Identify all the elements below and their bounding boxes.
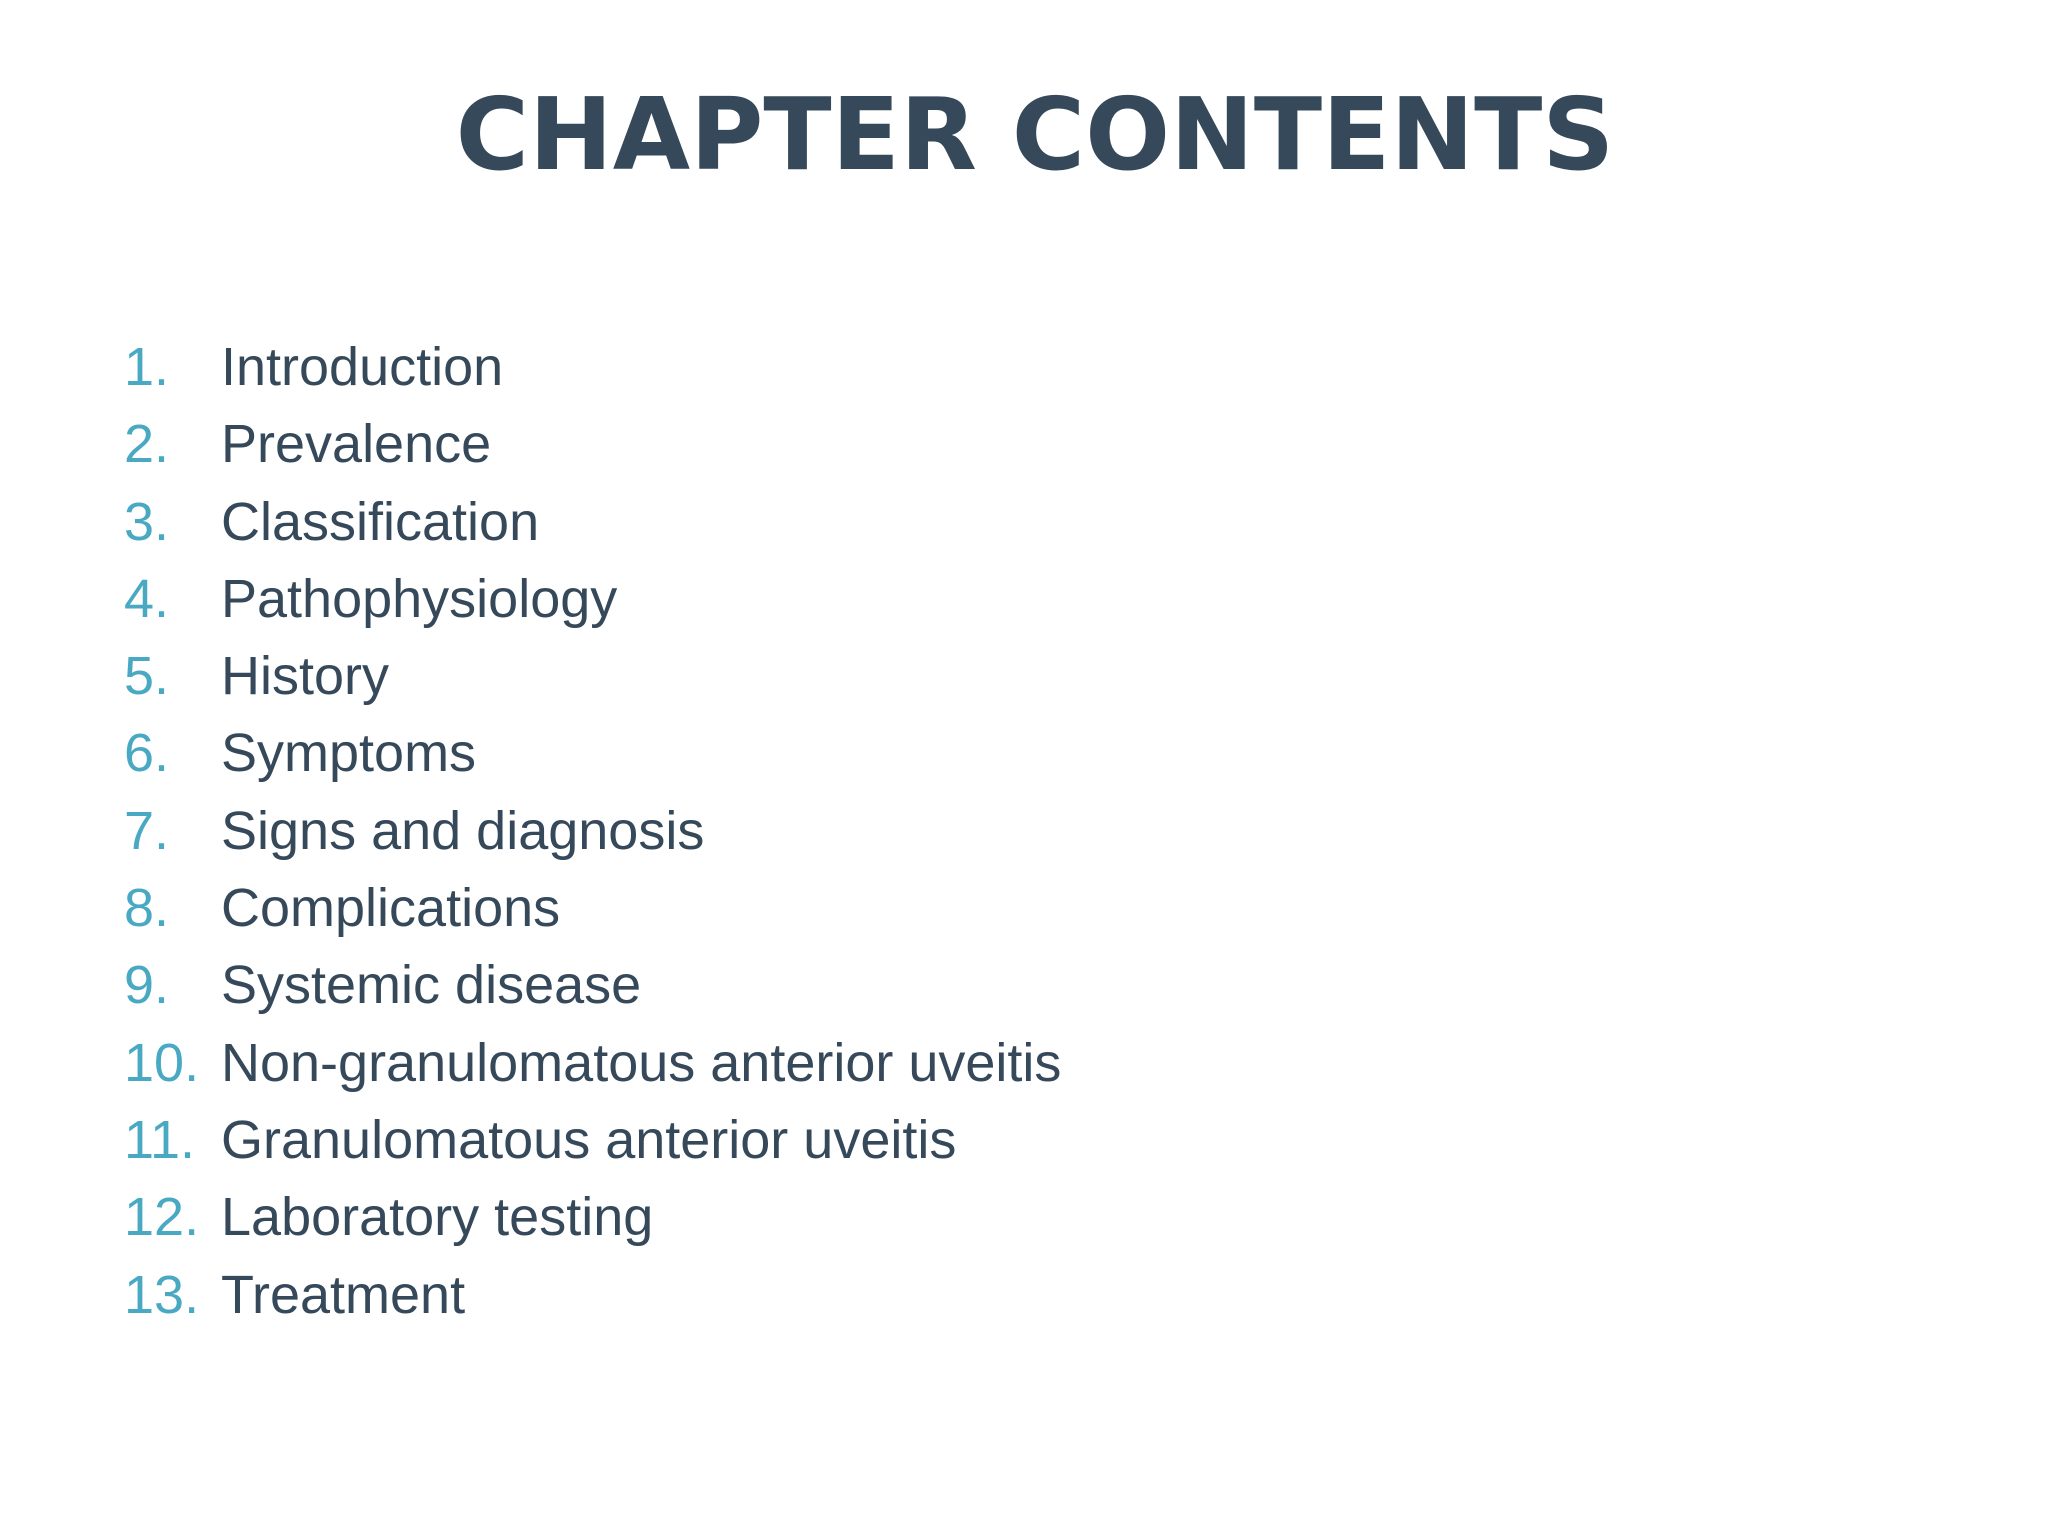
item-label: Granulomatous anterior uveitis: [221, 1109, 957, 1170]
item-number: 2.: [124, 414, 170, 475]
list-item: [124, 1257, 1061, 1334]
list-item: [124, 329, 1061, 406]
item-number: 11.: [124, 1109, 196, 1170]
list-item: [124, 1179, 1061, 1256]
item-number: 5.: [124, 646, 170, 707]
item-label: Non-granulomatous anterior uveitis: [221, 1032, 1062, 1093]
item-label: Systemic disease: [221, 955, 642, 1016]
page-title: CHAPTER CONTENTS: [455, 76, 1615, 193]
list-item: [124, 638, 1061, 715]
list-item: [124, 561, 1061, 638]
item-number: 4.: [124, 568, 170, 629]
list-item: [124, 406, 1061, 483]
contents-list: [124, 329, 1061, 1334]
item-number: 10.: [124, 1032, 200, 1093]
item-label: Prevalence: [221, 414, 492, 475]
item-number: 1.: [124, 337, 170, 397]
item-label: History: [221, 646, 390, 707]
item-number: 3.: [124, 491, 170, 552]
list-item: [124, 1102, 1061, 1179]
item-label: Treatment: [221, 1264, 466, 1325]
list-item: [124, 947, 1061, 1024]
item-number: 13.: [124, 1264, 200, 1325]
item-number: 8.: [124, 878, 170, 939]
item-label: Signs and diagnosis: [221, 800, 705, 861]
item-label: Symptoms: [221, 723, 477, 784]
item-number: 7.: [124, 800, 170, 861]
list-item: [124, 1025, 1061, 1102]
list-item: [124, 793, 1061, 870]
item-number: 12.: [124, 1187, 200, 1248]
item-label: Pathophysiology: [221, 568, 618, 629]
item-label: Classification: [221, 491, 540, 552]
item-label: Introduction: [221, 337, 504, 397]
list-item: [124, 870, 1061, 947]
item-label: Laboratory testing: [221, 1187, 654, 1248]
item-number: 6.: [124, 723, 170, 784]
list-item: [124, 484, 1061, 561]
item-number: 9.: [124, 955, 170, 1016]
item-label: Complications: [221, 878, 561, 939]
list-item: [124, 715, 1061, 792]
